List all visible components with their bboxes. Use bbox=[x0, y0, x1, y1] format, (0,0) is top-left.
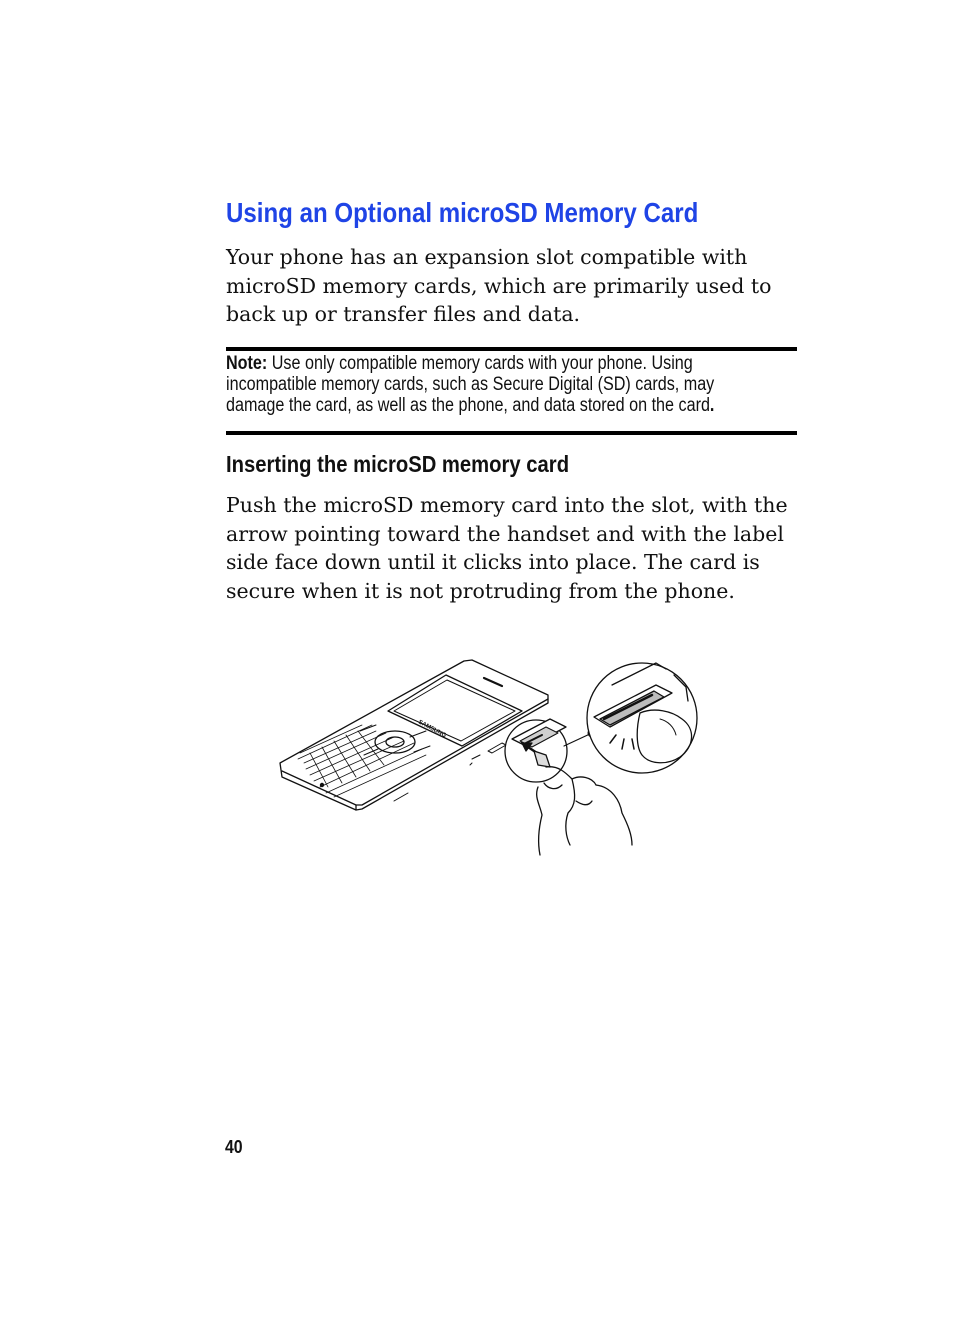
slot-closeup-circle bbox=[505, 719, 567, 782]
note-bottom-rule bbox=[226, 431, 797, 435]
note-top-rule bbox=[226, 347, 797, 351]
phone-brand-logo: SAMSUNG bbox=[417, 719, 447, 740]
insert-instructions: Push the microSD memory card into the slot, with the arrow pointing toward the handset and with the label side face down until it clicks into place. The card is secure when it is not protruding from the phone. bbox=[226, 493, 788, 603]
note-end: . bbox=[709, 395, 715, 416]
note-label: Note: bbox=[226, 353, 268, 374]
section-title: Using an Optional microSD Memory Card bbox=[226, 197, 699, 228]
note-box bbox=[226, 353, 770, 416]
note-text: Use only compatible memory cards with your phone. Using incompatible memory cards, such as Secure Digital (SD) cards, may damage the card, as well as the phone, and data stored on the card bbox=[226, 353, 715, 416]
microsd-insertion-illustration bbox=[276, 655, 706, 860]
subsection-title: Inserting the microSD memory card bbox=[226, 451, 570, 477]
page-number: 40 bbox=[225, 1137, 243, 1157]
intro-paragraph: Your phone has an expansion slot compatible with microSD memory cards, which are primarily used to back up or transfer files and data. bbox=[226, 245, 772, 326]
card-slot-zoom-circle bbox=[587, 663, 697, 773]
phone-illustration bbox=[280, 660, 548, 810]
hand-illustration bbox=[537, 767, 632, 855]
